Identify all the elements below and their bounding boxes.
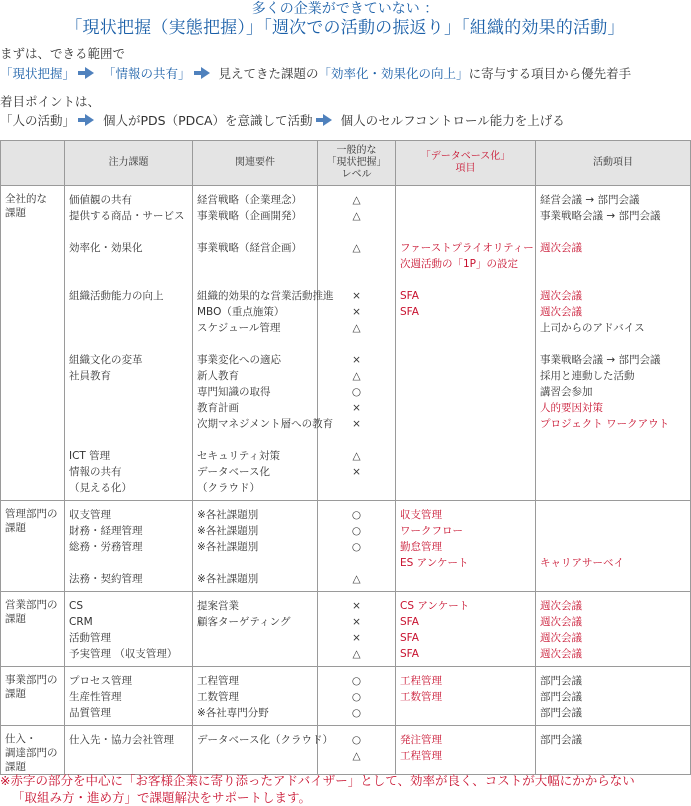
focus-item <box>69 416 188 432</box>
database-item <box>400 336 531 352</box>
database-item: 発注管理 <box>400 734 442 746</box>
database-item: 工程管理 <box>400 750 442 762</box>
focus-item <box>69 748 188 764</box>
requirement-item: 顧客ターゲティング <box>197 616 291 628</box>
activity-item <box>540 256 686 272</box>
intro-line-3: 着目ポイントは、 <box>0 94 101 109</box>
database-item <box>400 224 531 240</box>
database-item: ワークフロー <box>400 525 463 537</box>
table-row <box>1 592 691 667</box>
requirement-item: データベース化（クラウド） <box>197 734 333 746</box>
activity-item: 部門会議 <box>540 691 582 703</box>
database-item: SFA <box>400 616 419 628</box>
requirement-item: 提案営業 <box>197 600 239 612</box>
level-mark: ○ <box>351 734 362 746</box>
requirement-item: ※各社専門分野 <box>197 707 269 719</box>
focus-cell <box>65 501 193 592</box>
step-current-status: 「現状把握」 <box>0 66 76 81</box>
header-category <box>1 141 65 186</box>
requirement-item: ※各社課題別 <box>197 541 259 553</box>
category-label: 課題 <box>5 761 26 773</box>
database-item <box>400 208 531 224</box>
level-mark: × <box>352 616 361 628</box>
requirement-item: ※各社課題別 <box>197 509 259 521</box>
requirement-item: セキュリティ対策 <box>197 450 280 462</box>
point-pds: 個人がPDS（PDCA）を意識して活動 <box>103 113 313 128</box>
requirement-item: 組織的効果的な営業活動推進 <box>197 290 334 302</box>
requirement-item: データベース化 <box>197 466 270 478</box>
level-mark: △ <box>352 210 361 222</box>
table-header-row <box>1 141 691 186</box>
table-row <box>1 186 691 501</box>
level-mark: ○ <box>351 675 362 687</box>
level-mark <box>322 480 391 496</box>
category-label: 全社的な <box>5 193 47 205</box>
database-item <box>400 464 531 480</box>
database-item <box>400 272 531 288</box>
activity-item <box>540 571 686 587</box>
database-item: SFA <box>400 632 419 644</box>
activity-item <box>540 464 686 480</box>
database-cell <box>396 726 536 775</box>
activity-item: 週次会議 <box>540 648 582 660</box>
focus-item: 組織文化の変革 <box>69 354 143 366</box>
focus-item: 総務・労務管理 <box>69 541 143 553</box>
activity-cell <box>536 667 691 726</box>
activity-cell <box>536 186 691 501</box>
level-mark: △ <box>352 750 361 762</box>
table-row <box>1 667 691 726</box>
header-level-line: 「現状把握」 <box>326 157 387 168</box>
header-db-line: 「データベース化」 <box>420 151 511 162</box>
level-mark: △ <box>352 370 361 382</box>
level-mark: ○ <box>351 707 362 719</box>
requirement-item <box>197 336 313 352</box>
database-item: 次週活動の「1P」の設定 <box>400 258 519 270</box>
database-item <box>400 320 531 336</box>
level-cell <box>318 667 396 726</box>
activity-item: 週次会議 <box>540 290 582 302</box>
focus-item: 仕入先・協力会社管理 <box>69 734 174 746</box>
database-item <box>400 400 531 416</box>
activity-item: 部門会議 <box>540 707 582 719</box>
database-cell <box>396 667 536 726</box>
database-item <box>400 432 531 448</box>
arrow-right-icon <box>201 67 210 79</box>
level-mark: × <box>352 354 361 366</box>
focus-item <box>69 256 188 272</box>
level-mark: ○ <box>351 541 362 553</box>
focus-item <box>69 224 188 240</box>
requirement-item: ※各社課題別 <box>197 573 259 585</box>
database-cell <box>396 592 536 667</box>
requirement-item: 専門知識の取得 <box>197 386 271 398</box>
focus-cell <box>65 186 193 501</box>
header-db-line: 項目 <box>455 163 476 174</box>
requirement-item <box>197 432 313 448</box>
activity-item: 週次会議 <box>540 242 582 254</box>
database-item: SFA <box>400 290 419 302</box>
database-item: 勤怠管理 <box>400 541 442 553</box>
category-label: 課題 <box>5 688 26 700</box>
footer-note <box>0 772 690 806</box>
category-cell <box>1 592 65 667</box>
focus-cell <box>65 726 193 775</box>
activity-item: 部門会議 <box>540 734 582 746</box>
level-mark: △ <box>352 322 361 334</box>
level-mark: ○ <box>351 386 362 398</box>
focus-item: 法務・契約管理 <box>69 573 143 585</box>
activity-item: 部門会議 <box>540 675 582 687</box>
activity-item: 経営会議 → 部門会議 <box>540 194 640 206</box>
requirement-item: スケジュール管理 <box>197 322 281 334</box>
activity-item <box>540 448 686 464</box>
level-mark <box>322 432 391 448</box>
focus-item: プロセス管理 <box>69 675 132 687</box>
level-mark <box>322 555 391 571</box>
level-mark: × <box>352 600 361 612</box>
activity-item: キャリアサーベイ <box>540 557 624 569</box>
database-item <box>400 480 531 496</box>
database-item: SFA <box>400 306 419 318</box>
database-item <box>400 192 531 208</box>
database-item: 工数管理 <box>400 691 442 703</box>
step-3-highlight: 「効率化・効果化の向上」 <box>318 66 469 81</box>
focus-cell <box>65 592 193 667</box>
focus-item: 生産性管理 <box>69 691 122 703</box>
activity-item: 週次会議 <box>540 306 582 318</box>
database-item <box>400 448 531 464</box>
focus-item <box>69 384 188 400</box>
level-cell <box>318 501 396 592</box>
activity-cell <box>536 501 691 592</box>
focus-item: 効率化・効果化 <box>69 242 143 254</box>
activity-item: プロジェクト ワークアウト <box>540 418 670 430</box>
level-mark: × <box>352 290 361 302</box>
activity-cell <box>536 726 691 775</box>
requirement-cell <box>193 186 334 501</box>
requirement-item <box>197 555 313 571</box>
focus-item: 品質管理 <box>69 707 111 719</box>
requirement-item <box>197 646 313 662</box>
level-mark: × <box>352 418 361 430</box>
activity-item: 事業戦略会議 → 部門会議 <box>540 210 661 222</box>
database-item: 工程管理 <box>400 675 442 687</box>
level-mark: △ <box>352 194 361 206</box>
activity-item: 採用と連動した活動 <box>540 370 635 382</box>
level-mark: × <box>352 306 361 318</box>
requirement-item: （クラウド） <box>197 482 260 494</box>
step-3-post: に寄与する項目から優先着手 <box>468 66 632 81</box>
arrow-right-icon <box>85 67 94 79</box>
header-database <box>396 141 536 186</box>
database-item: ファーストプライオリティー <box>400 242 534 254</box>
level-mark <box>322 336 391 352</box>
level-mark: △ <box>352 242 361 254</box>
focus-item <box>69 432 188 448</box>
activity-item <box>540 507 686 523</box>
activity-item <box>540 336 686 352</box>
level-cell <box>318 186 396 501</box>
database-item <box>400 571 531 587</box>
focus-item <box>69 400 188 416</box>
requirement-item: 工程管理 <box>197 675 239 687</box>
level-mark: ○ <box>351 525 362 537</box>
requirement-item: 事業戦略（企画開発） <box>197 210 302 222</box>
intro-points <box>0 113 565 129</box>
focus-item <box>69 320 188 336</box>
activity-item <box>540 432 686 448</box>
category-cell <box>1 501 65 592</box>
category-label: 仕入・ <box>5 733 37 745</box>
level-mark <box>322 256 391 272</box>
header-requirement: 関連要件 <box>193 141 318 186</box>
level-mark: × <box>352 466 361 478</box>
category-label: 課題 <box>5 613 26 625</box>
activity-item <box>540 748 686 764</box>
activity-item: 週次会議 <box>540 632 582 644</box>
header-focus: 注力課題 <box>65 141 193 186</box>
point-human-activity: 「人の活動」 <box>0 113 76 128</box>
category-label: 事業部門の <box>5 674 58 686</box>
focus-item: 提供する商品・サービス <box>69 210 185 222</box>
requirement-item: 事業戦略（経営企画） <box>197 242 302 254</box>
requirement-cell <box>193 501 318 592</box>
activity-item: 講習会参加 <box>540 386 593 398</box>
point-self-control: 個人のセルフコントロール能力を上げる <box>340 113 565 128</box>
level-mark: △ <box>352 573 361 585</box>
focus-item <box>69 304 188 320</box>
table-row <box>1 501 691 592</box>
requirement-cell <box>193 667 318 726</box>
header-level-line: 一般的な <box>336 145 377 156</box>
database-cell <box>396 186 536 501</box>
level-mark: △ <box>352 648 361 660</box>
requirement-item <box>197 224 313 240</box>
database-item: ES アンケート <box>400 557 469 569</box>
level-mark: ○ <box>351 691 362 703</box>
arrow-right-icon <box>85 114 94 126</box>
category-cell <box>1 726 65 775</box>
activity-item: 上司からのアドバイス <box>540 322 645 334</box>
focus-item <box>69 336 188 352</box>
requirement-cell <box>193 592 318 667</box>
level-cell <box>318 726 396 775</box>
focus-item: ICT 管理 <box>69 450 111 462</box>
issues-table <box>0 140 691 775</box>
activity-item: 週次会議 <box>540 616 582 628</box>
focus-item: 財務・経理管理 <box>69 525 143 537</box>
category-label: 営業部門の <box>5 599 58 611</box>
level-cell <box>318 592 396 667</box>
activity-item: 事業戦略会議 → 部門会議 <box>540 354 661 366</box>
category-cell <box>1 667 65 726</box>
header-activity: 活動項目 <box>536 141 691 186</box>
focus-item: 予実管理 （収支管理） <box>69 648 178 660</box>
focus-item <box>69 555 188 571</box>
requirement-item <box>197 630 313 646</box>
database-item: SFA <box>400 648 419 660</box>
header-level-line: レベル <box>341 169 372 180</box>
focus-item: 価値観の共有 <box>69 194 132 206</box>
category-label: 課題 <box>5 207 26 219</box>
requirement-item: 新人教育 <box>197 370 239 382</box>
page-subtitle: 多くの企業ができていない ： <box>251 1 439 17</box>
page-title: 「現状把握（実態把握）」「週次での活動の振返り」「組織的効果的活動」 <box>65 18 625 38</box>
activity-item <box>540 224 686 240</box>
category-cell <box>1 186 65 501</box>
arrow-right-icon <box>323 114 332 126</box>
level-mark: × <box>352 632 361 644</box>
step-3-pre: 見えてきた課題の <box>218 66 319 81</box>
activity-item <box>540 523 686 539</box>
activity-item <box>540 272 686 288</box>
header-level <box>318 141 396 186</box>
requirement-item <box>197 748 313 764</box>
category-label: 課題 <box>5 522 26 534</box>
database-item: CS アンケート <box>400 600 470 612</box>
activity-item: 週次会議 <box>540 600 582 612</box>
database-item <box>400 352 531 368</box>
focus-item: CRM <box>69 616 93 628</box>
requirement-item: MBO（重点施策） <box>197 306 285 318</box>
category-label: 調達部門の <box>5 747 58 759</box>
footer-line-2: 「取組み方・進め方」で課題解決をサポートします。 <box>12 790 312 805</box>
database-item <box>400 416 531 432</box>
database-cell <box>396 501 536 592</box>
activity-item <box>540 539 686 555</box>
table-row <box>1 726 691 775</box>
requirement-item: 次期マネジメント層への教育 <box>197 418 334 430</box>
requirement-item <box>197 272 313 288</box>
intro-line-1: まずは、できる範囲で <box>0 46 126 61</box>
focus-item: 社員教育 <box>69 370 111 382</box>
requirement-item: 教育計画 <box>197 402 239 414</box>
requirement-item: ※各社課題別 <box>197 525 259 537</box>
database-item: 収支管理 <box>400 509 442 521</box>
database-item <box>400 705 531 721</box>
requirement-cell <box>193 726 333 775</box>
requirement-item: 経営戦略（企業理念） <box>197 194 302 206</box>
activity-item: 人的要因対策 <box>540 402 603 414</box>
requirement-item: 工数管理 <box>197 691 239 703</box>
focus-item <box>69 272 188 288</box>
focus-item: （見える化） <box>69 482 132 494</box>
level-mark: ○ <box>351 509 362 521</box>
level-mark: × <box>352 402 361 414</box>
level-mark <box>322 224 391 240</box>
level-mark <box>322 272 391 288</box>
focus-item: 組織活動能力の向上 <box>69 290 164 302</box>
focus-item: 収支管理 <box>69 509 111 521</box>
database-item <box>400 368 531 384</box>
activity-cell <box>536 592 691 667</box>
activity-item <box>540 480 686 496</box>
intro-steps <box>0 66 631 82</box>
footer-line-1: ※赤字の部分を中心に「お客様企業に寄り添ったアドバイザー」として、効率が良く、コストが大幅にかからない <box>0 773 635 788</box>
step-info-sharing: 「情報の共有」 <box>103 66 191 81</box>
category-label: 管理部門の <box>5 508 58 520</box>
focus-cell <box>65 667 193 726</box>
focus-item: 活動管理 <box>69 632 111 644</box>
focus-item: 情報の共有 <box>69 466 122 478</box>
requirement-item <box>197 256 313 272</box>
focus-item: CS <box>69 600 83 612</box>
requirement-item: 事業変化への適応 <box>197 354 281 366</box>
level-mark: △ <box>352 450 361 462</box>
database-item <box>400 384 531 400</box>
